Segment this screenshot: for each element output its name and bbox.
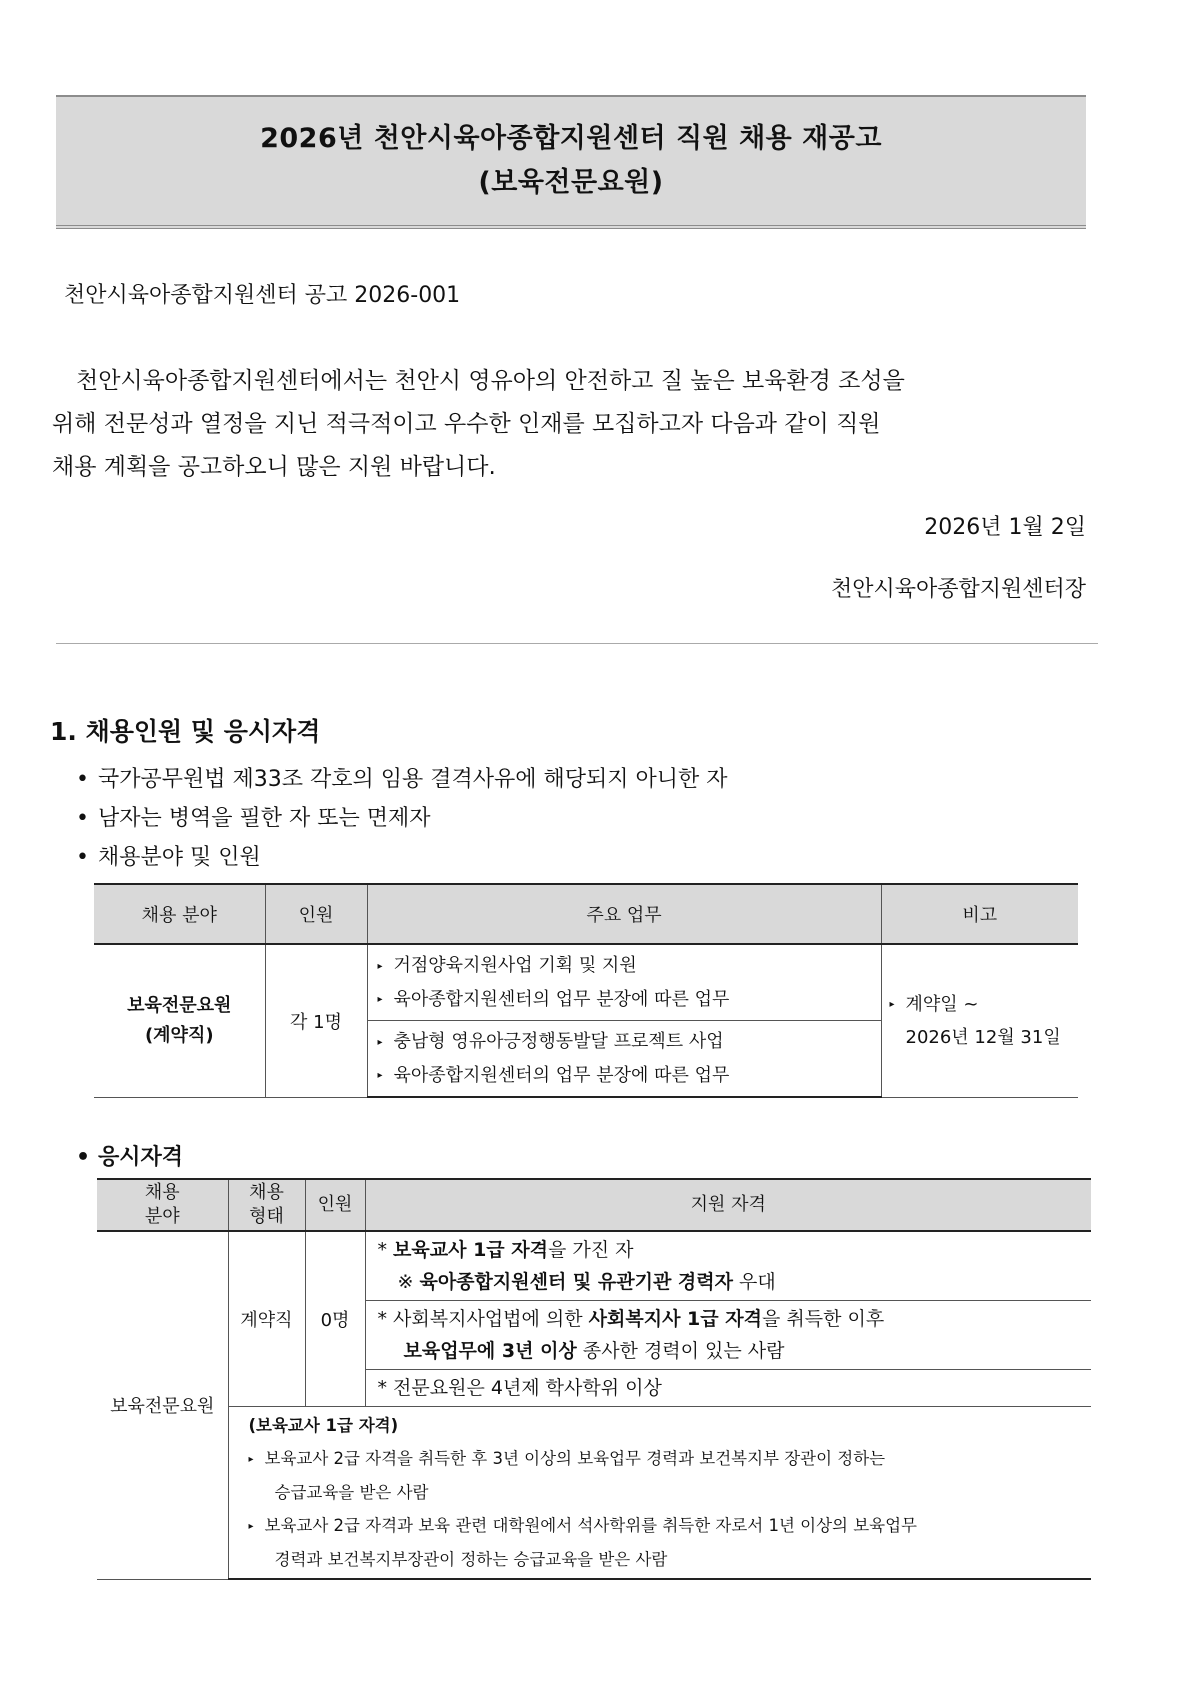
criteria-title: (보육교사 1급 자격) bbox=[248, 1416, 399, 1435]
recruit-table bbox=[94, 883, 1078, 1098]
arrow-icon: ▸ bbox=[377, 1070, 383, 1081]
field-name: 보육전문요원 bbox=[127, 994, 232, 1016]
qualification-item: * 보육교사 1급 자격을 가진 자 ※ 육아종합지원센터 및 유관기관 경력자 우대 bbox=[365, 1231, 1091, 1301]
column-header: 채용 분야 bbox=[97, 1179, 228, 1231]
section-title: 1. 채용인원 및 응시자격 bbox=[50, 717, 321, 746]
column-header: 채용 형태 bbox=[228, 1179, 305, 1231]
duty-cell bbox=[367, 1021, 881, 1098]
criteria-item-cont: 승급교육을 받은 사람 bbox=[274, 1483, 429, 1502]
arrow-icon: ▸ bbox=[889, 999, 895, 1010]
notice-number: 천안시육아종합지원센터 공고 2026-001 bbox=[64, 283, 461, 308]
subsection-title: • 응시자격 bbox=[76, 1140, 183, 1171]
list-item: • 남자는 병역을 필한 자 또는 면제자 bbox=[76, 801, 431, 832]
intro-line-2: 위해 전문성과 열정을 지닌 적극적이고 우수한 인재를 모집하고자 다음과 같이 직원 bbox=[52, 411, 881, 437]
qualification-item: * 전문요원은 4년제 학사학위 이상 bbox=[365, 1370, 1091, 1407]
arrow-icon: ▸ bbox=[248, 1454, 254, 1465]
field-type: (계약직) bbox=[144, 1024, 214, 1046]
duty-item: ▸ 충남형 영유아긍정행동발달 프로젝트 사업 bbox=[378, 1025, 871, 1059]
notice-date: 2026년 1월 2일 bbox=[924, 515, 1086, 540]
page-title: 2026년 천안시육아종합지원센터 직원 채용 재공고 bbox=[260, 123, 882, 154]
column-header: 채용 분야 bbox=[94, 884, 265, 944]
duty-item: ▸ 거점양육지원사업 기획 및 지원 bbox=[378, 949, 871, 983]
intro-paragraph bbox=[52, 360, 1057, 489]
count-cell: 0명 bbox=[305, 1231, 365, 1407]
arrow-icon: ▸ bbox=[377, 960, 383, 972]
column-header: 비고 bbox=[881, 884, 1078, 944]
type-cell: 계약직 bbox=[228, 1231, 305, 1407]
criteria-item: ▸ 보육교사 2급 자격과 보육 관련 대학원에서 석사학위를 취득한 자로서 1년 이상의 보육업무 bbox=[249, 1509, 1072, 1543]
issuer: 천안시육아종합지원센터장 bbox=[830, 577, 1086, 602]
arrow-icon: ▸ bbox=[248, 1521, 254, 1532]
duty-item: ▸ 육아종합지원센터의 업무 분장에 따른 업무 bbox=[378, 1059, 871, 1093]
intro-line-1: 천안시육아종합지원센터에서는 천안시 영유아의 안전하고 질 높은 보육환경 조성을 bbox=[76, 368, 905, 394]
column-header: 인원 bbox=[305, 1179, 365, 1231]
note-text: 계약일 ~ bbox=[905, 993, 979, 1015]
list-item: • 채용분야 및 인원 bbox=[76, 840, 261, 871]
duty-item: ▸ 육아종합지원센터의 업무 분장에 따른 업무 bbox=[378, 983, 871, 1017]
criteria-item: ▸ 보육교사 2급 자격을 취득한 후 3년 이상의 보육업무 경력과 보건복지부 장관이 정하는 bbox=[249, 1442, 1072, 1476]
count-cell: 각 1명 bbox=[265, 944, 367, 1097]
duty-cell bbox=[367, 944, 881, 1021]
list-item: • 국가공무원법 제33조 각호의 임용 결격사유에 해당되지 아니한 자 bbox=[76, 762, 728, 793]
column-header: 인원 bbox=[265, 884, 367, 944]
page-subtitle: (보육전문요원) bbox=[478, 167, 664, 198]
field-cell: 보육전문요원 bbox=[97, 1231, 228, 1579]
note-cell bbox=[881, 944, 1078, 1097]
arrow-icon: ▸ bbox=[377, 1036, 383, 1048]
intro-line-3: 채용 계획을 공고하오니 많은 지원 바랍니다. bbox=[52, 454, 496, 480]
title-box bbox=[56, 95, 1086, 229]
field-cell bbox=[94, 944, 265, 1097]
note-text: 2026년 12월 31일 bbox=[905, 1027, 1061, 1048]
qualification-table bbox=[97, 1178, 1091, 1580]
qualification-item: * 사회복지사업법에 의한 사회복지사 1급 자격을 취득한 이후 보육업무에 3년 이상 종사한 경력이 있는 사람 bbox=[365, 1301, 1091, 1370]
arrow-icon: ▸ bbox=[377, 994, 383, 1005]
criteria-item-cont: 경력과 보건복지부장관이 정하는 승급교육을 받은 사람 bbox=[274, 1550, 668, 1569]
level1-criteria bbox=[228, 1407, 1091, 1580]
column-header: 지원 자격 bbox=[365, 1179, 1091, 1231]
column-header: 주요 업무 bbox=[367, 884, 881, 944]
divider bbox=[56, 643, 1098, 644]
